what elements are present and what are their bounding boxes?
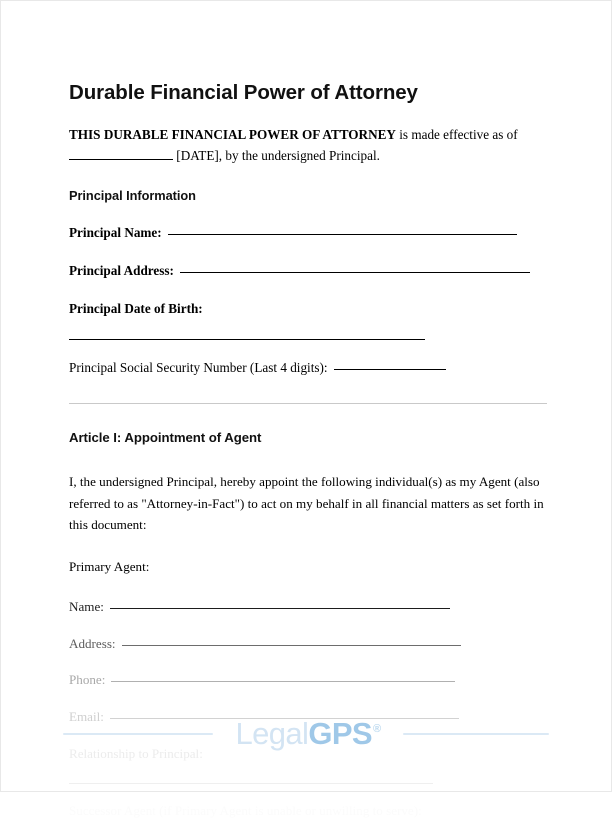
principal-ssn-blank[interactable] <box>334 369 446 370</box>
principal-address-label: Principal Address: <box>69 263 174 279</box>
registered-trademark-icon: ® <box>373 723 381 736</box>
intro-rest-line-one: is made effective as of <box>395 126 518 142</box>
principal-name-label: Principal Name: <box>69 225 162 241</box>
document-content <box>69 1 547 819</box>
principal-ssn-field[interactable] <box>69 340 547 376</box>
intro-rest-line-two: [DATE], by the undersigned Principal. <box>176 147 380 163</box>
principal-dob-field <box>69 279 547 317</box>
effective-date-paragraph <box>69 105 547 167</box>
principal-address-field[interactable] <box>69 241 547 279</box>
agent-phone-field[interactable] <box>69 652 547 688</box>
agent-address-field[interactable] <box>69 615 547 652</box>
principal-ssn-label: Principal Social Security Number (Last 4 digits): <box>69 360 328 376</box>
agent-name-blank[interactable] <box>110 608 450 609</box>
legalgps-logo <box>235 715 381 751</box>
principal-address-blank[interactable] <box>180 272 530 273</box>
agent-phone-blank[interactable] <box>111 681 455 682</box>
page-footer <box>1 706 611 762</box>
agent-email-label: Email: <box>69 708 104 724</box>
principal-dob-label: Principal Date of Birth: <box>69 301 203 317</box>
primary-agent-label: Primary Agent: <box>69 559 150 575</box>
principal-name-blank[interactable] <box>168 234 517 235</box>
section-heading-article-one: Article I: Appointment of Agent <box>69 430 262 446</box>
agent-relationship-label: Relationship to Principal: <box>69 745 203 761</box>
logo-text-legal: Legal <box>235 715 309 751</box>
page-title: Durable Financial Power of Attorney <box>69 81 418 104</box>
agent-name-field[interactable] <box>69 578 547 615</box>
logo-text-gps: GPS <box>308 715 372 751</box>
successor-agent-label: Successor Agent (if Primary Agent is unable or unwilling to serve): <box>69 802 422 818</box>
section-heading-principal-information: Principal Information <box>69 188 196 204</box>
intro-bold-lead: THIS DURABLE FINANCIAL POWER OF ATTORNEY <box>69 126 396 142</box>
footer-rule-left <box>63 733 213 736</box>
footer-rule-right <box>403 733 549 736</box>
effective-date-blank[interactable] <box>69 159 173 160</box>
appointment-paragraph: I, the undersigned Principal, hereby appoint the following individual(s) as my Agent (also referred to as "Attorney-in-Fact") to act on my behalf in all financial matters as set forth in this document: <box>69 474 544 532</box>
agent-phone-label: Phone: <box>69 671 106 687</box>
principal-name-field[interactable] <box>69 203 547 241</box>
agent-address-label: Address: <box>69 635 116 651</box>
agent-name-label: Name: <box>69 598 104 614</box>
agent-address-blank[interactable] <box>122 645 461 646</box>
